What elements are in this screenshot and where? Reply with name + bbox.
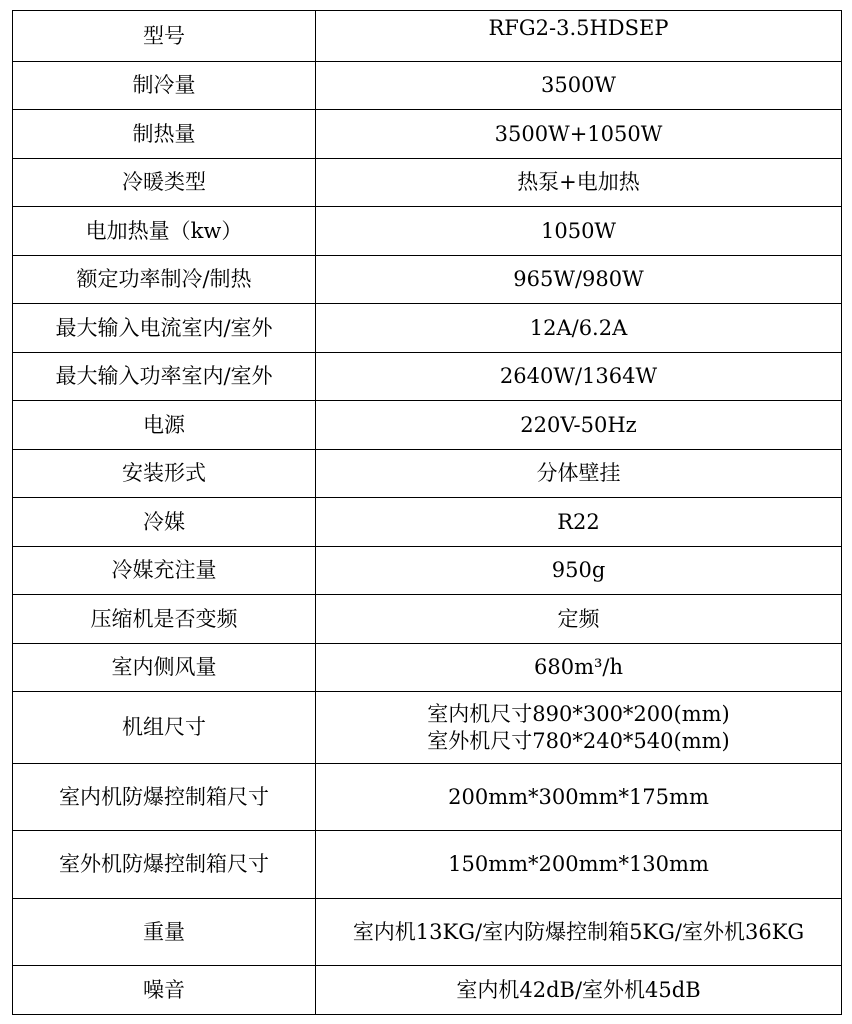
row-label: 电加热量（kw） [13, 207, 316, 256]
row-label: 最大输入功率室内/室外 [13, 353, 316, 401]
row-label: 机组尺寸 [13, 692, 316, 764]
row-value-text: RFG2-3.5HDSEP [488, 16, 669, 40]
table-row [13, 353, 842, 401]
row-label: 压缩机是否变频 [13, 595, 316, 644]
row-label: 室内机防爆控制箱尺寸 [13, 764, 316, 831]
row-label: 型号 [13, 11, 316, 62]
row-label: 额定功率制冷/制热 [13, 256, 316, 304]
row-label: 室外机防爆控制箱尺寸 [13, 831, 316, 899]
row-value: 200mm*300mm*175mm [316, 764, 842, 831]
row-value [316, 11, 842, 62]
row-value: 室内机42dB/室外机45dB [316, 966, 842, 1015]
row-value: 12A/6.2A [316, 304, 842, 353]
row-value: 220V-50Hz [316, 401, 842, 450]
row-label: 制热量 [13, 110, 316, 159]
row-value: 分体壁挂 [316, 450, 842, 498]
row-value: 热泵+电加热 [316, 159, 842, 207]
row-value: 150mm*200mm*130mm [316, 831, 842, 899]
row-value: 1050W [316, 207, 842, 256]
row-value-line: 室外机尺寸780*240*540(mm) [427, 728, 730, 753]
table-row [13, 595, 842, 644]
row-value [316, 692, 842, 764]
table-row [13, 159, 842, 207]
row-label: 安装形式 [13, 450, 316, 498]
table-row [13, 450, 842, 498]
row-label: 电源 [13, 401, 316, 450]
row-label: 噪音 [13, 966, 316, 1015]
row-label: 最大输入电流室内/室外 [13, 304, 316, 353]
row-value: 3500W+1050W [316, 110, 842, 159]
row-value: 定频 [316, 595, 842, 644]
row-value: R22 [316, 498, 842, 547]
row-value: 950g [316, 547, 842, 595]
table-row [13, 256, 842, 304]
row-label: 冷暖类型 [13, 159, 316, 207]
row-label: 重量 [13, 899, 316, 966]
table-row [13, 547, 842, 595]
spec-table [12, 10, 842, 1015]
table-row [13, 831, 842, 899]
table-row [13, 11, 842, 62]
row-value: 965W/980W [316, 256, 842, 304]
row-label: 冷媒充注量 [13, 547, 316, 595]
row-value-line: 室内机尺寸890*300*200(mm) [427, 701, 730, 726]
table-row [13, 401, 842, 450]
table-row [13, 304, 842, 353]
cell-marker-icon [316, 11, 320, 15]
table-row [13, 62, 842, 110]
table-row [13, 207, 842, 256]
table-row [13, 966, 842, 1015]
row-value: 2640W/1364W [316, 353, 842, 401]
table-row [13, 110, 842, 159]
row-label: 冷媒 [13, 498, 316, 547]
table-row [13, 498, 842, 547]
table-row [13, 899, 842, 966]
row-value: 3500W [316, 62, 842, 110]
row-label: 室内侧风量 [13, 644, 316, 692]
table-row [13, 764, 842, 831]
row-value: 室内机13KG/室内防爆控制箱5KG/室外机36KG [316, 899, 842, 966]
table-row [13, 692, 842, 764]
table-row [13, 644, 842, 692]
row-label: 制冷量 [13, 62, 316, 110]
row-value: 680m³/h [316, 644, 842, 692]
